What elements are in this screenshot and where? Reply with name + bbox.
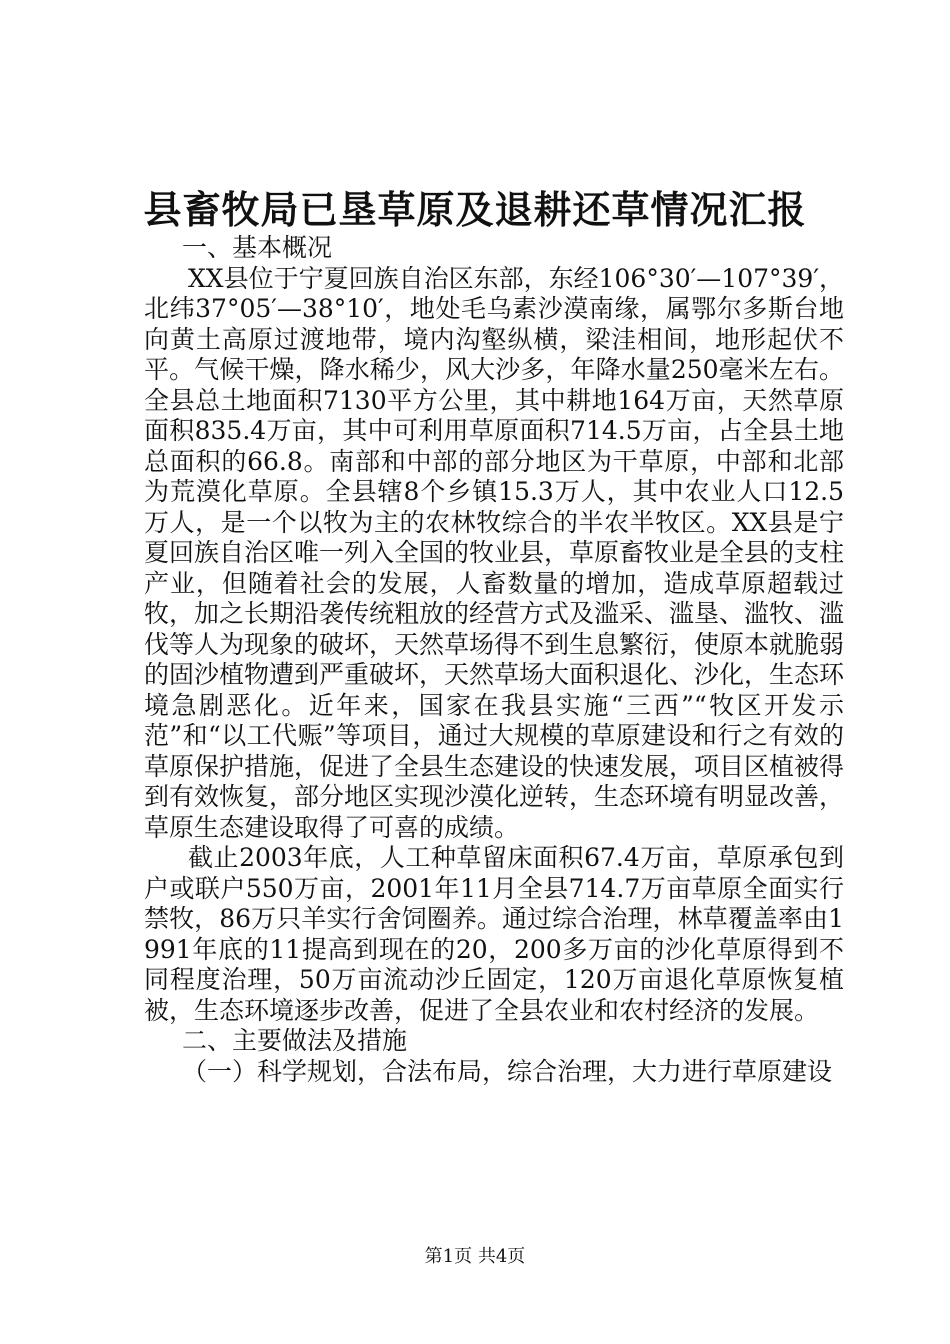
- paragraph-overview: XX县位于宁夏回族自治区东部，东经106°30′—107°39′，北纬37°05′—38°10′，地处毛乌素沙漠南缘，属鄂尔多斯台地向黄土高原过渡地带，境内沟壑纵横，梁洼相间，地形起伏不平。气候干燥，降水稀少，风大沙多，年降水量250毫米左右。全县总土地面积7130平方公里，其中耕地164万亩，天然草原面积835.4万亩，其中可利用草原面积714.5万亩，占全县土地总面积的66.8。南部和中部的部分地区为干草原，中部和北部为荒漠化草原。全县辖8个乡镇15.3万人，其中农业人口12.5万人，是一个以牧为主的农林牧综合的半农半牧区。XX县是宁夏回族自治区唯一列入全国的牧业县，草原畜牧业是全县的支柱产业，但随着社会的发展，人畜数量的增加，造成草原超载过牧，加之长期沿袭传统粗放的经营方式及滥采、滥垦、滥牧、滥伐等人为现象的破坏，天然草场得不到生息繁衍，使原本就脆弱的固沙植物遭到严重破坏，天然草场大面积退化、沙化，生态环境急剧恶化。近年来，国家在我县实施“三西”“牧区开发示范”和“以工代赈”等项目，通过大规模的草原建设和行之有效的草原保护措施，促进了全县生态建设的快速发展，项目区植被得到有效恢复，部分地区实现沙漠化逆转，生态环境有明显改善，草原生态建设取得了可喜的成绩。: [144, 263, 845, 842]
- document-title: 县畜牧局已垦草原及退耕还草情况汇报: [143, 187, 807, 232]
- page-indicator: 第1页 共4页: [424, 1246, 526, 1267]
- document-body: [144, 233, 844, 1087]
- subsection-heading-planning: （一）科学规划，合法布局，综合治理，大力进行草原建设: [182, 1056, 833, 1086]
- section-heading-measures: 二、主要做法及措施: [182, 1026, 408, 1055]
- section-heading-basic-overview: 一、基本概况: [182, 233, 333, 262]
- paragraph-achievements: 截止2003年底，人工种草留床面积67.4万亩，草原承包到户或联户550万亩，2001年11月全县714.7万亩草原全面实行禁牧，86万只羊实行舍饲圈养。通过综合治理，林草覆盖率由1991年底的11提高到现在的20，200多万亩的沙化草原得到不同程度治理，50万亩流动沙丘固定，120万亩退化草原恢复植被，生态环境逐步改善，促进了全县农业和农村经济的发展。: [144, 843, 844, 1025]
